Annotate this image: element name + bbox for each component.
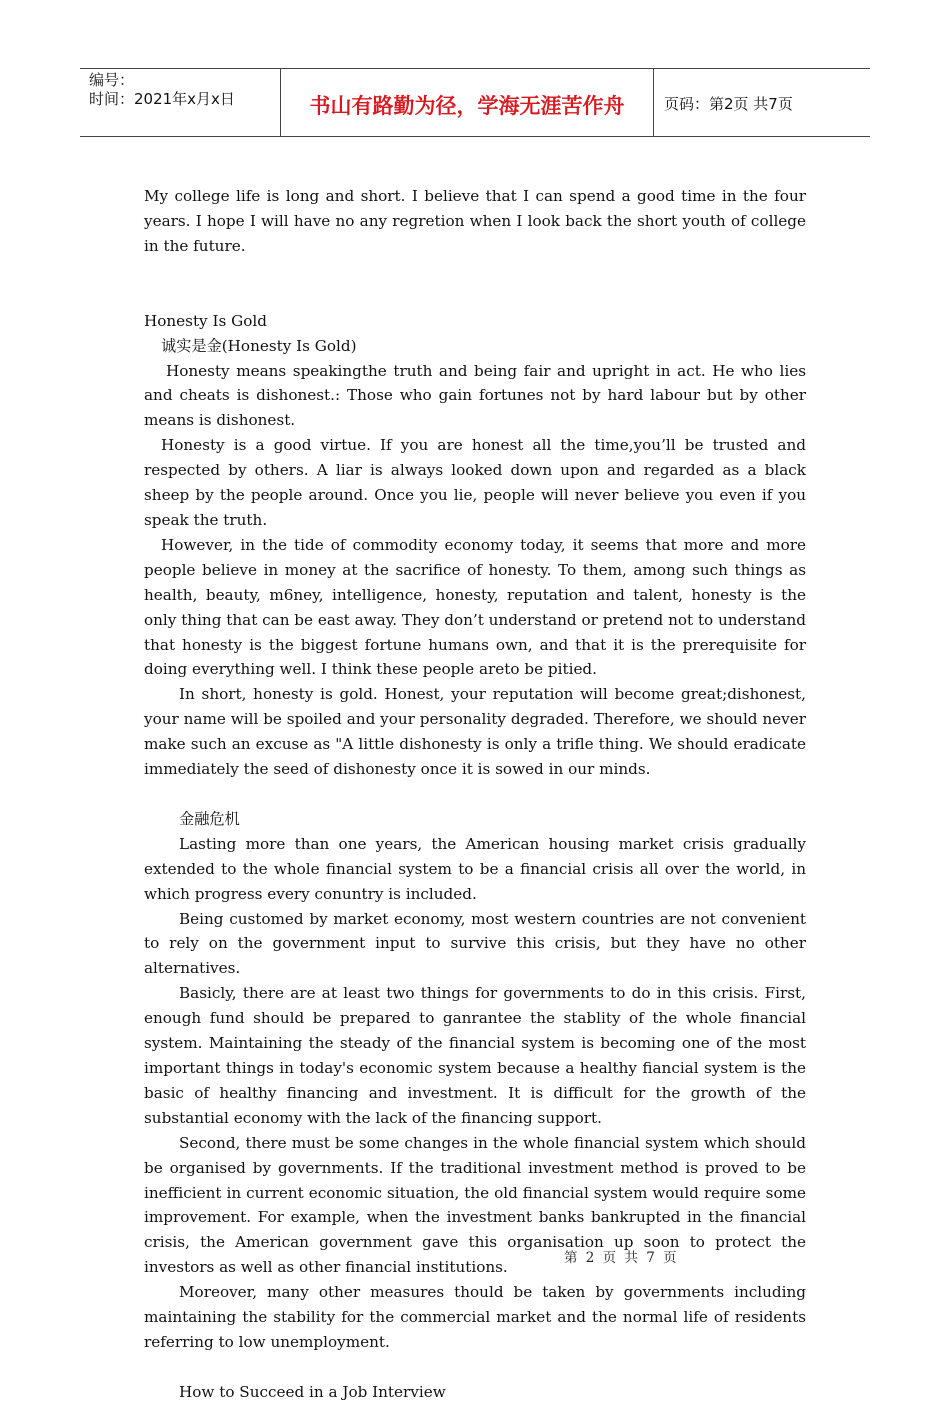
honesty-title: Honesty Is Gold xyxy=(144,311,267,330)
crisis-paragraph: Second, there must be some changes in the whole financial system which should be organised by governments. If the traditional investment method is proved to be inefficient in current economic situation, the old financial system would require some improvement. For example, when the investment banks bankrupted in the financial crisis, the American government gave this organisation up soon to protect the investors as well as other financial institutions. xyxy=(144,1133,806,1277)
time-label: 时间：2021年x月x日 xyxy=(89,90,235,108)
honesty-paragraph: However, in the tide of commodity economy today, it seems that more and more people believe in money at the sacrifice of honesty. To them, among such things as health, beauty, m6ney, intelligence, honesty, reputation and talent, honesty is the only thing that can be east away. They don’t understand or pretend not to understand that honesty is the biggest fortune humans own, and that it is the prerequisite for doing everything well. I think these people areto be pitied. xyxy=(144,535,807,679)
serial-label: 编号： xyxy=(89,71,135,89)
header-meta xyxy=(80,69,281,136)
crisis-paragraph: Moreover, many other measures thould be taken by governments including maintaining the stability for the commercial market and the normal life of residents referring to low unemployment. xyxy=(144,1283,806,1351)
document-body xyxy=(144,184,806,1405)
honesty-subtitle: 诚实是金(Honesty Is Gold) xyxy=(161,336,357,355)
page-header xyxy=(80,68,870,137)
header-motto: 书山有路勤为径，学海无涯苦作舟 xyxy=(281,69,654,136)
intro-paragraph: My college life is long and short. I believe that I can spend a good time in the four years. I hope I will have no any regretion when I look back the short youth of college in the future. xyxy=(144,187,806,255)
crisis-title: 金融危机 xyxy=(179,809,240,828)
crisis-paragraph: Lasting more than one years, the American housing market crisis gradually extended to the whole financial system to be a financial crisis all over the world, in which progress every conuntry is included. xyxy=(144,834,806,903)
page-footer: 第 2 页 共 7 页 xyxy=(564,1250,677,1266)
honesty-paragraph: Honesty means speakingthe truth and being fair and upright in act. He who lies and cheats is dishonest.: Those who gain fortunes not by hard labour but by other means is dishonest. xyxy=(144,361,806,430)
interview-title: How to Succeed in a Job Interview xyxy=(179,1382,446,1401)
header-page-info: 页码：第2页 共7页 xyxy=(664,95,793,113)
crisis-paragraph: Basicly, there are at least two things for governments to do in this crisis. First, enough fund should be prepared to ganrantee the stablity of the whole financial system. Maintaining the steady of the financial system is becoming one of the most important things in today's economic system because a healthy fiancial system is the basic of healthy financing and investment. It is difficult for the growth of the substantial economy with the lack of the financing support. xyxy=(144,984,806,1127)
honesty-paragraph: In short, honesty is gold. Honest, your reputation will become great;dishonest, your name will be spoiled and your personality degraded. Therefore, we should never make such an excuse as "A little dishonesty is only a trifle thing. We should eradicate immediately the seed of dishonesty once it is sowed in our minds. xyxy=(144,685,806,779)
honesty-paragraph: Honesty is a good virtue. If you are honest all the time,you’ll be trusted and respected by others. A liar is always looked down upon and regarded as a black sheep by the people around. Once you lie, people will never believe you even if you speak the truth. xyxy=(144,436,806,529)
crisis-paragraph: Being customed by market economy, most western countries are not convenient to rely on the government input to survive this crisis, but they have no other alternatives. xyxy=(144,909,806,978)
